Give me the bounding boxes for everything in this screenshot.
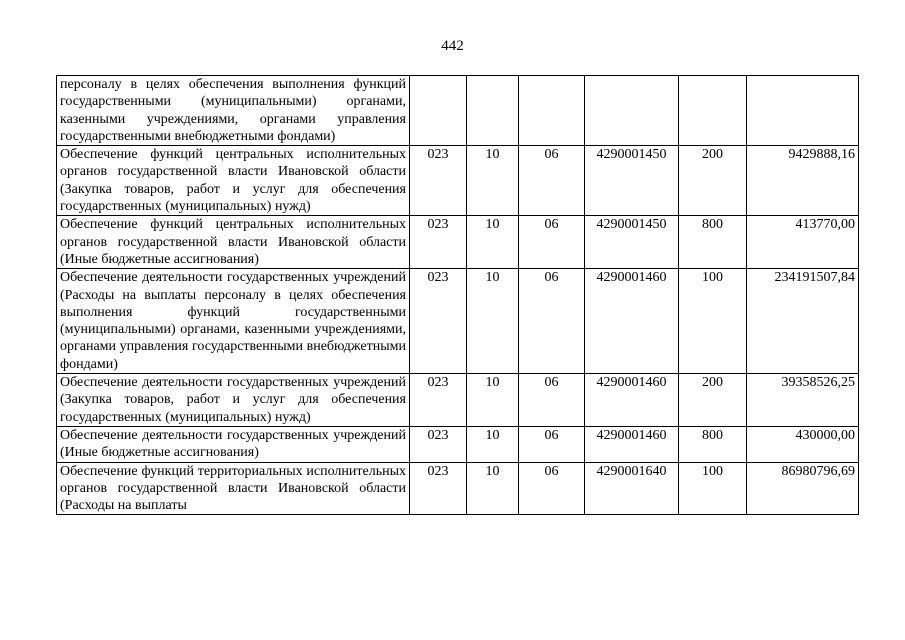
amount-value: 86980796,69 [747, 462, 859, 515]
row-description: Обеспечение функций центральных исполнительных органов государственной власти Ивановской области (Закупка товаров, работ и услуг для обеспечения государственных (муниципальных) нужд) [57, 146, 410, 216]
expense-type-code [679, 76, 747, 146]
subsection-code [519, 76, 585, 146]
amount-value: 39358526,25 [747, 374, 859, 427]
row-description: Обеспечение деятельности государственных учреждений (Расходы на выплаты персоналу в целях обеспечения выполнения функций государственными (муниципальными) органами, казенными учреждениями, органами управления государственными внебюджетными фондами) [57, 269, 410, 374]
subsection-code: 06 [519, 216, 585, 269]
expense-type-code: 100 [679, 269, 747, 374]
expense-type-code: 200 [679, 146, 747, 216]
ministry-code: 023 [410, 374, 467, 427]
amount-value [747, 76, 859, 146]
section-code: 10 [467, 426, 519, 462]
row-description: Обеспечение деятельности государственных учреждений (Закупка товаров, работ и услуг для обеспечения государственных (муниципальных) нужд) [57, 374, 410, 427]
table-row [57, 146, 859, 216]
target-article-code: 4290001460 [585, 269, 679, 374]
subsection-code: 06 [519, 146, 585, 216]
section-code [467, 76, 519, 146]
section-code: 10 [467, 146, 519, 216]
section-code: 10 [467, 269, 519, 374]
table-row [57, 462, 859, 515]
row-description: персоналу в целях обеспечения выполнения функций государственными (муниципальными) органами, казенными учреждениями, органами управления государственными внебюджетными фондами) [57, 76, 410, 146]
subsection-code: 06 [519, 426, 585, 462]
row-description: Обеспечение функций центральных исполнительных органов государственной власти Ивановской области (Иные бюджетные ассигнования) [57, 216, 410, 269]
subsection-code: 06 [519, 462, 585, 515]
ministry-code: 023 [410, 216, 467, 269]
table-row [57, 426, 859, 462]
table-row [57, 76, 859, 146]
expense-type-code: 800 [679, 426, 747, 462]
section-code: 10 [467, 462, 519, 515]
amount-value: 413770,00 [747, 216, 859, 269]
expense-type-code: 200 [679, 374, 747, 427]
table-row [57, 374, 859, 427]
section-code: 10 [467, 216, 519, 269]
target-article-code [585, 76, 679, 146]
table-row [57, 216, 859, 269]
ministry-code: 023 [410, 426, 467, 462]
subsection-code: 06 [519, 374, 585, 427]
amount-value: 234191507,84 [747, 269, 859, 374]
page-number: 442 [441, 38, 464, 54]
target-article-code: 4290001450 [585, 216, 679, 269]
row-description: Обеспечение деятельности государственных учреждений (Иные бюджетные ассигнования) [57, 426, 410, 462]
expense-type-code: 100 [679, 462, 747, 515]
target-article-code: 4290001460 [585, 374, 679, 427]
target-article-code: 4290001450 [585, 146, 679, 216]
amount-value: 430000,00 [747, 426, 859, 462]
budget-table [56, 75, 859, 515]
ministry-code: 023 [410, 462, 467, 515]
section-code: 10 [467, 374, 519, 427]
ministry-code: 023 [410, 269, 467, 374]
target-article-code: 4290001640 [585, 462, 679, 515]
expense-type-code: 800 [679, 216, 747, 269]
ministry-code: 023 [410, 146, 467, 216]
table-row [57, 269, 859, 374]
row-description: Обеспечение функций территориальных исполнительных органов государственной власти Ивановской области (Расходы на выплаты [57, 462, 410, 515]
amount-value: 9429888,16 [747, 146, 859, 216]
subsection-code: 06 [519, 269, 585, 374]
ministry-code [410, 76, 467, 146]
target-article-code: 4290001460 [585, 426, 679, 462]
